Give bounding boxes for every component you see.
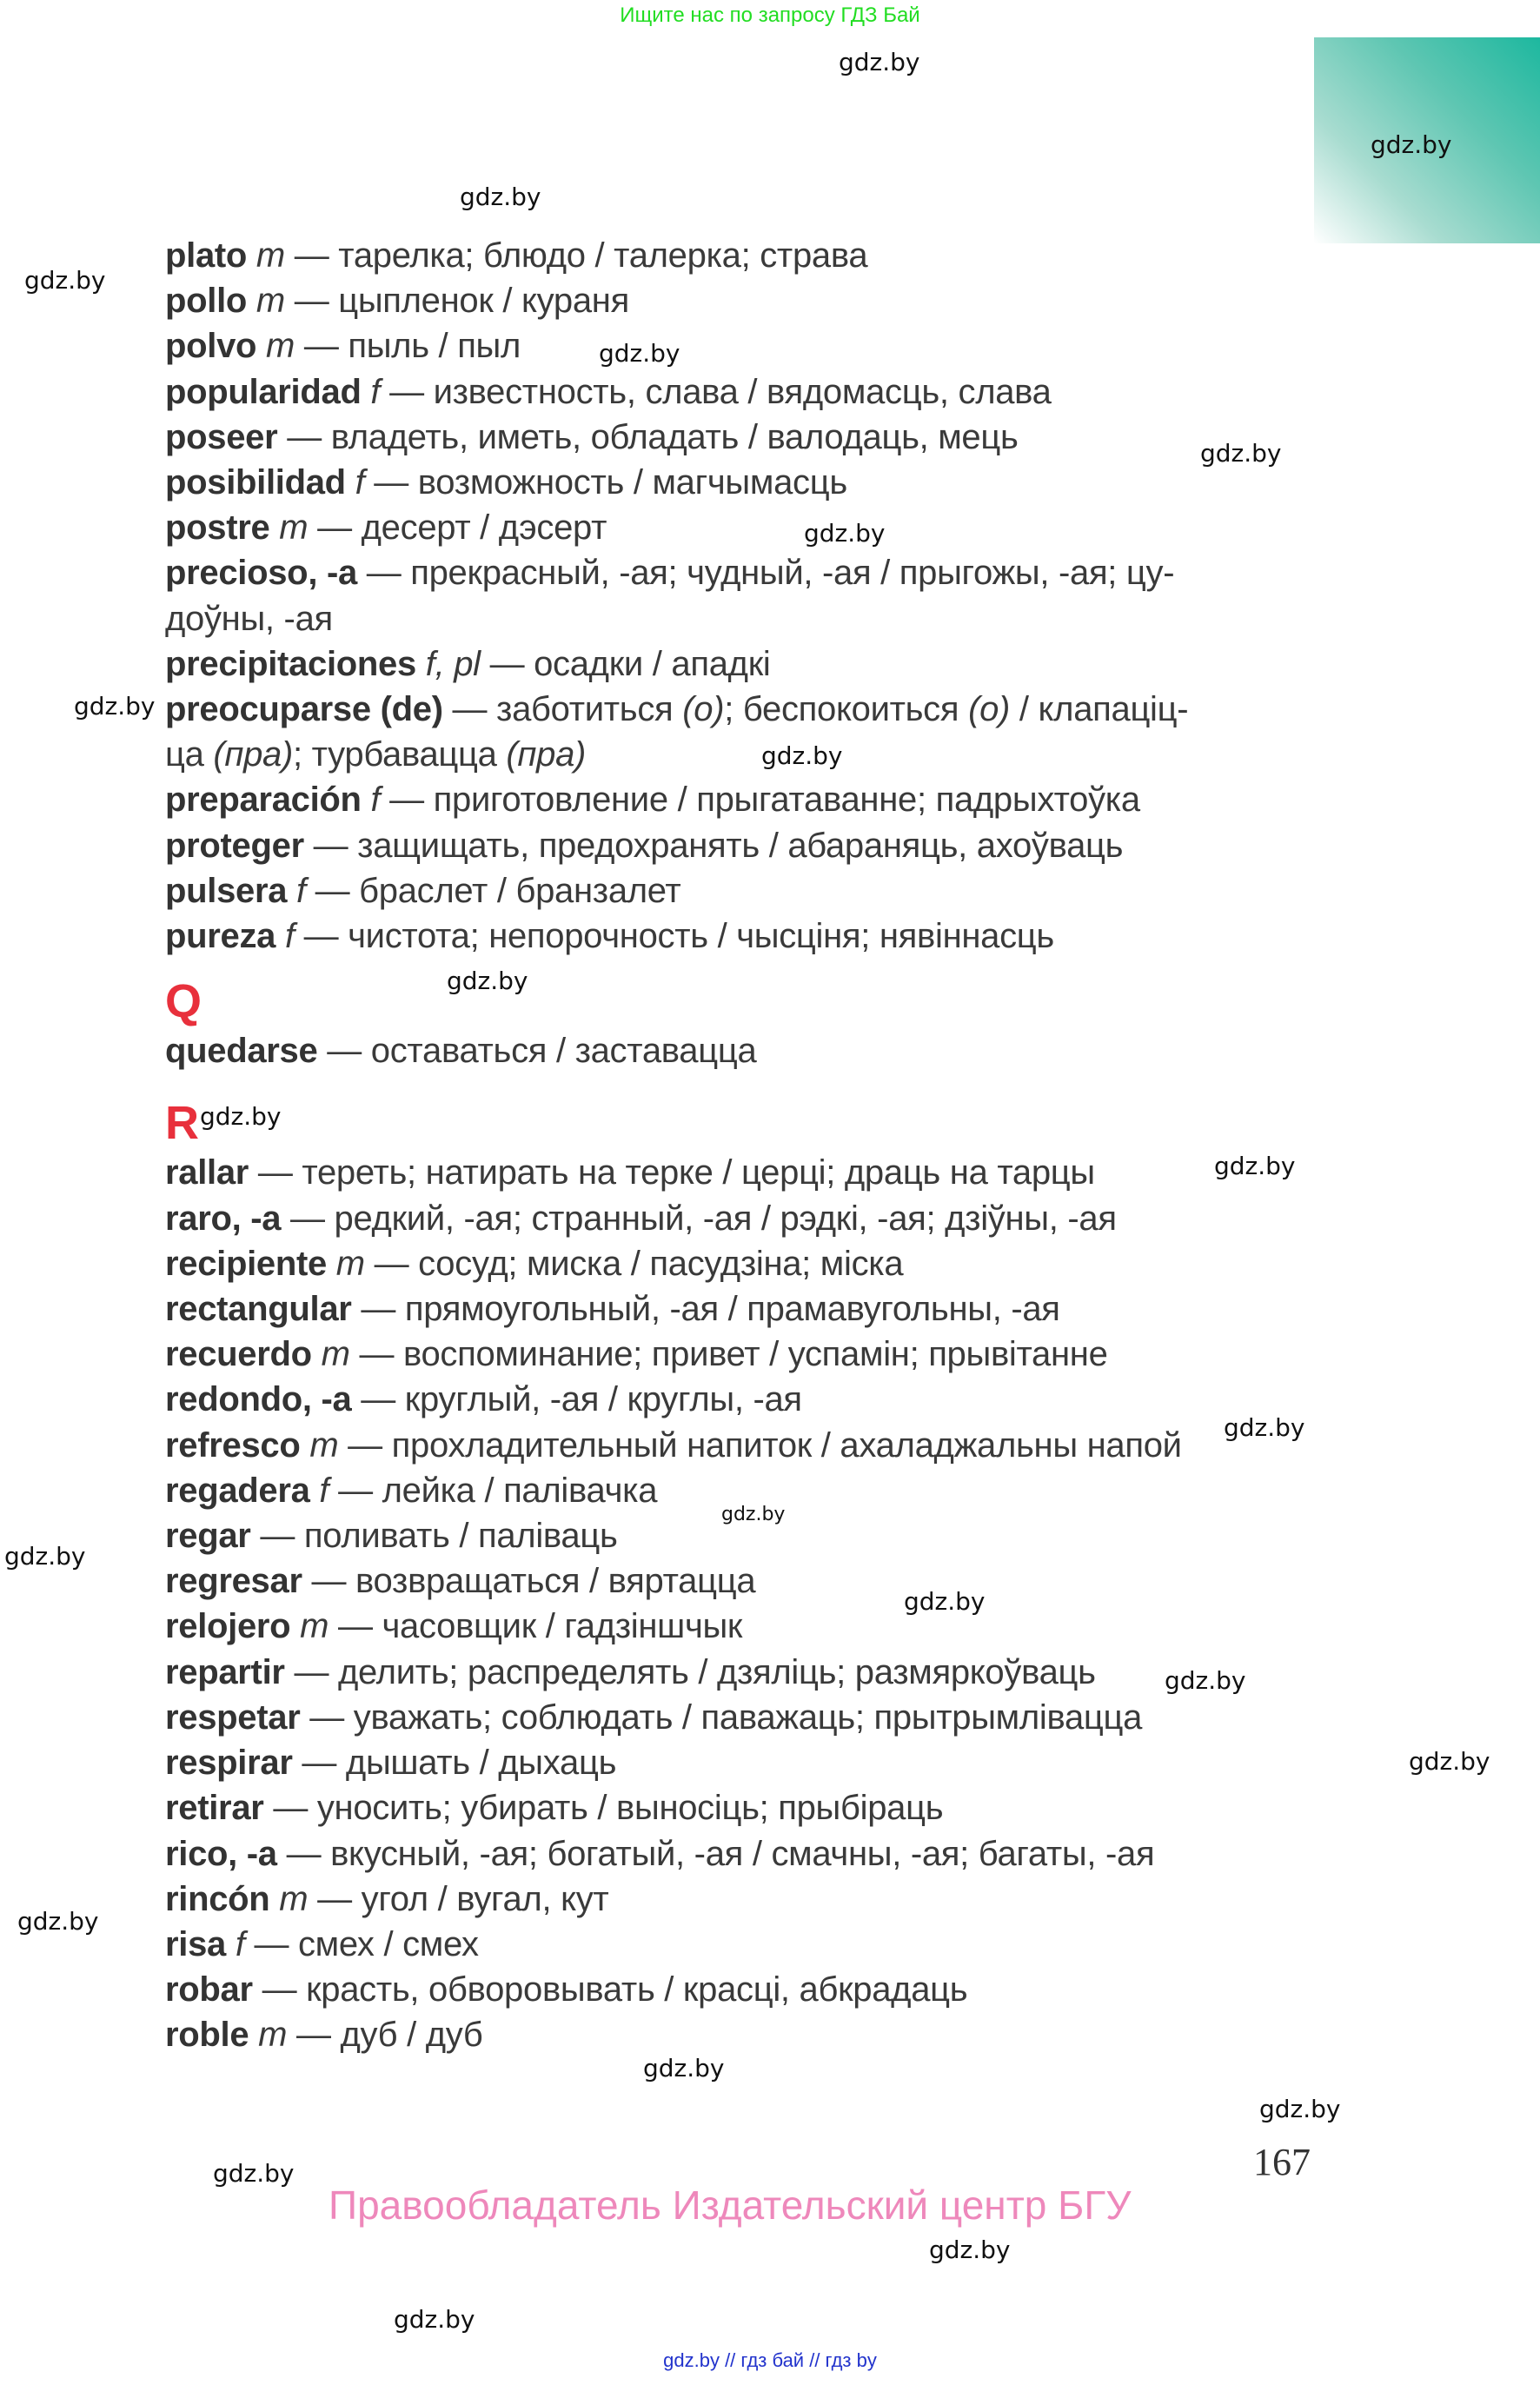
definition: — осадки / ападкі (480, 644, 771, 683)
watermark-text: gdz.by (24, 266, 106, 295)
grammar-label: f (319, 1471, 329, 1510)
watermark-text: gdz.by (460, 183, 541, 211)
dictionary-entry (165, 1377, 1330, 1422)
watermark-text: gdz.by (1259, 2095, 1341, 2123)
watermark-text: gdz.by (761, 741, 843, 770)
definition: доўны, -ая (165, 599, 333, 638)
headword: preparación (165, 781, 362, 820)
grammar-label: m (321, 1335, 350, 1374)
definition-part: (пра) (506, 735, 587, 774)
headword: popularidad (165, 372, 362, 411)
headword: regresar (165, 1562, 302, 1601)
definition: — делить; распределять / дзяліць; размяркоўваць (284, 1652, 1096, 1691)
watermark-text: gdz.by (804, 519, 886, 548)
grammar-label: f (355, 463, 365, 502)
grammar-label: f, pl (425, 644, 481, 683)
dictionary-entry (165, 1196, 1330, 1241)
dictionary-entry (165, 2012, 1330, 2057)
headword: refresco (165, 1425, 301, 1465)
headword: pureza (165, 917, 276, 956)
grammar-label: f (370, 781, 381, 820)
footer-links[interactable]: gdz.by // гдз бай // гдз by (663, 2349, 877, 2371)
watermark-text: gdz.by (17, 1907, 99, 1936)
headword: posibilidad (165, 463, 346, 502)
headword: retirar (165, 1789, 264, 1828)
watermark-text: gdz.by (1165, 1666, 1246, 1695)
headword: regar (165, 1517, 251, 1556)
dictionary-entry (165, 278, 1330, 323)
headword: rincón (165, 1879, 270, 1918)
definition: — угол / вугал, кут (308, 1879, 609, 1918)
dictionary-entry (165, 1740, 1330, 1785)
headword: pollo (165, 282, 248, 321)
dictionary-entry (165, 687, 1330, 732)
watermark-text: gdz.by (200, 1102, 282, 1131)
headword: robar (165, 1970, 253, 2010)
definition-part: (о) (968, 690, 1011, 729)
definition: — цыпленок / кураня (284, 282, 629, 321)
headword: precioso, -a (165, 554, 357, 593)
dictionary-entry (165, 823, 1330, 868)
headword: risa (165, 1924, 226, 1963)
headword: proteger (165, 826, 304, 865)
definition: — пыль / пыл (295, 327, 521, 366)
dictionary-entry (165, 641, 1330, 687)
dictionary-entry (165, 460, 1330, 505)
watermark-text: gdz.by (74, 692, 156, 721)
definition: — тарелка; блюдо / талерка; страва (284, 236, 868, 275)
dictionary-entry (165, 777, 1330, 822)
dictionary-entry (165, 1286, 1330, 1332)
grammar-label: f (235, 1924, 245, 1963)
grammar-label: f (370, 372, 381, 411)
grammar-label: m (258, 2016, 288, 2055)
definition: — чистота; непорочность / чысціня; нявіннасць (294, 917, 1054, 956)
headword: respirar (165, 1744, 293, 1783)
definition: — поливать / паліваць (250, 1517, 618, 1556)
watermark-text: gdz.by (213, 2159, 295, 2188)
headword: quedarse (165, 1032, 318, 1071)
entries-letter-p (165, 233, 1330, 959)
dictionary-entry (165, 1150, 1330, 1195)
definition: — браслет / бранзалет (305, 871, 681, 910)
definition: — красть, обворовывать / красці, абкрадаць (252, 1970, 968, 2010)
watermark-text: gdz.by (643, 2054, 725, 2083)
headword: poseer (165, 417, 278, 456)
letter-heading-r: R (165, 1097, 199, 1150)
dictionary-entry (165, 1785, 1330, 1830)
definition: — вкусный, -ая; богатый, -ая / смачны, -ая; багаты, -ая (276, 1834, 1155, 1873)
dictionary-entry (165, 1650, 1330, 1695)
headword: repartir (165, 1652, 285, 1691)
watermark-text: gdz.by (1200, 439, 1282, 468)
dictionary-entry (165, 1877, 1330, 1922)
definition: — воспоминание; привет / успамін; прывітанне (349, 1335, 1108, 1374)
definition: — редкий, -ая; странный, -ая / рэдкі, -ая; дзіўны, -ая (281, 1199, 1117, 1238)
definition: — смех / смех (244, 1924, 479, 1963)
watermark-text: gdz.by (1214, 1152, 1296, 1180)
definition-part: ; беспокоиться (724, 690, 969, 729)
watermark-text: gdz.by (447, 967, 528, 995)
watermark-text: gdz.by (904, 1587, 986, 1616)
definition-part: ца (165, 735, 214, 774)
grammar-label: m (256, 282, 285, 321)
grammar-label: m (335, 1244, 365, 1283)
dictionary-entry (165, 913, 1330, 959)
headword: polvo (165, 327, 257, 366)
headword: plato (165, 236, 248, 275)
entries-letter-q (165, 1028, 1330, 1073)
headword: recipiente (165, 1244, 327, 1283)
grammar-label: m (300, 1607, 329, 1646)
headword: redondo, -a (165, 1380, 352, 1419)
definition: — защищать, предохранять / абараняць, ахоўваць (303, 826, 1124, 865)
headword: regadera (165, 1471, 310, 1510)
definition: — часовщик / гадзіншчык (329, 1607, 743, 1646)
watermark-text: gdz.by (1371, 130, 1452, 159)
dictionary-entry (165, 868, 1330, 913)
definition: — дуб / дуб (287, 2016, 483, 2055)
definition: — известность, слава / вядомасць, слава (380, 372, 1052, 411)
dictionary-entry (165, 323, 1330, 369)
definition: — тереть; натирать на терке / церці; драць на тарцы (249, 1153, 1095, 1192)
grammar-label: m (309, 1425, 339, 1465)
definition: — круглый, -ая / круглы, -ая (351, 1380, 802, 1419)
definition-part: (о) (682, 690, 725, 729)
dictionary-entry (165, 369, 1330, 415)
watermark-text: gdz.by (4, 1542, 86, 1571)
definition: — дышать / дыхаць (292, 1744, 617, 1783)
dictionary-entry (165, 1332, 1330, 1377)
grammar-label: f (284, 917, 295, 956)
dictionary-entry (165, 1241, 1330, 1286)
dictionary-entry (165, 1967, 1330, 2012)
headword: rectangular (165, 1290, 352, 1329)
dictionary-entry-continuation (165, 732, 1330, 777)
letter-heading-q: Q (165, 975, 202, 1028)
headword: preocuparse (de) (165, 690, 443, 729)
dictionary-entry (165, 1028, 1330, 1073)
definition: — уносить; убирать / выносіць; прыбіраць (263, 1789, 944, 1828)
dictionary-entry (165, 1468, 1330, 1513)
headword: postre (165, 508, 270, 548)
watermark-text: gdz.by (599, 339, 680, 368)
headword: raro, -a (165, 1199, 282, 1238)
watermark-text: gdz.by (839, 48, 920, 76)
definition: — лейка / палівачка (329, 1471, 658, 1510)
dictionary-entry (165, 1831, 1330, 1877)
definition: — прямоугольный, -ая / прамавугольны, -ая (351, 1290, 1060, 1329)
page-number: 167 (1253, 2141, 1311, 2183)
definition-part: / клапаціц- (1010, 690, 1189, 729)
definition: — прекрасный, -ая; чудный, -ая / прыгожы, -ая; цу- (356, 554, 1175, 593)
dictionary-entry-continuation (165, 596, 1330, 641)
grammar-label: m (266, 327, 295, 366)
watermark-text: gdz.by (721, 1504, 786, 1525)
search-banner: Ищите нас по запросу ГДЗ Бай (620, 3, 920, 27)
dictionary-entry (165, 1423, 1330, 1468)
definition: — возвращаться / вяртацца (302, 1562, 756, 1601)
headword: precipitaciones (165, 644, 416, 683)
definition: — приготовление / прыгатаванне; падрыхтоўка (380, 781, 1140, 820)
watermark-text: gdz.by (929, 2236, 1011, 2264)
definition: — оставаться / заставацца (317, 1032, 757, 1071)
definition-part: (пра) (213, 735, 294, 774)
dictionary-entry (165, 1558, 1330, 1604)
copyright-notice: Правообладатель Издательский центр БГУ (329, 2182, 1132, 2228)
definition: — возможность / магчымасць (364, 463, 847, 502)
watermark-text: gdz.by (394, 2305, 475, 2334)
grammar-label: m (279, 508, 309, 548)
dictionary-entry (165, 1922, 1330, 1967)
definition: — прохладительный напиток / ахаладжальны напой (338, 1425, 1182, 1465)
dictionary-entry (165, 415, 1330, 460)
dictionary-entry (165, 550, 1330, 595)
headword: respetar (165, 1697, 301, 1737)
dictionary-entries (165, 233, 1330, 2058)
headword: relojero (165, 1607, 291, 1646)
dictionary-entry (165, 1604, 1330, 1649)
watermark-text: gdz.by (1224, 1413, 1305, 1442)
dictionary-entry (165, 505, 1330, 550)
headword: pulsera (165, 871, 288, 910)
grammar-label: f (296, 871, 306, 910)
definition: — уважать; соблюдать / паважаць; прытрымлівацца (300, 1697, 1143, 1737)
headword: recuerdo (165, 1335, 312, 1374)
definition-part: — заботиться (442, 690, 683, 729)
grammar-label: m (279, 1879, 309, 1918)
entries-letter-r (165, 1150, 1330, 2057)
definition: — сосуд; миска / пасудзіна; міска (364, 1244, 904, 1283)
dictionary-entry (165, 233, 1330, 278)
headword: rallar (165, 1153, 249, 1192)
headword: roble (165, 2016, 249, 2055)
definition: — десерт / дэсерт (308, 508, 607, 548)
grammar-label: m (256, 236, 285, 275)
dictionary-entry (165, 1513, 1330, 1558)
definition: — владеть, иметь, обладать / валодаць, мець (277, 417, 1019, 456)
dictionary-entry (165, 1695, 1330, 1740)
watermark-text: gdz.by (1409, 1747, 1490, 1776)
definition-part: ; турбавацца (293, 735, 507, 774)
headword: rico, -a (165, 1834, 277, 1873)
